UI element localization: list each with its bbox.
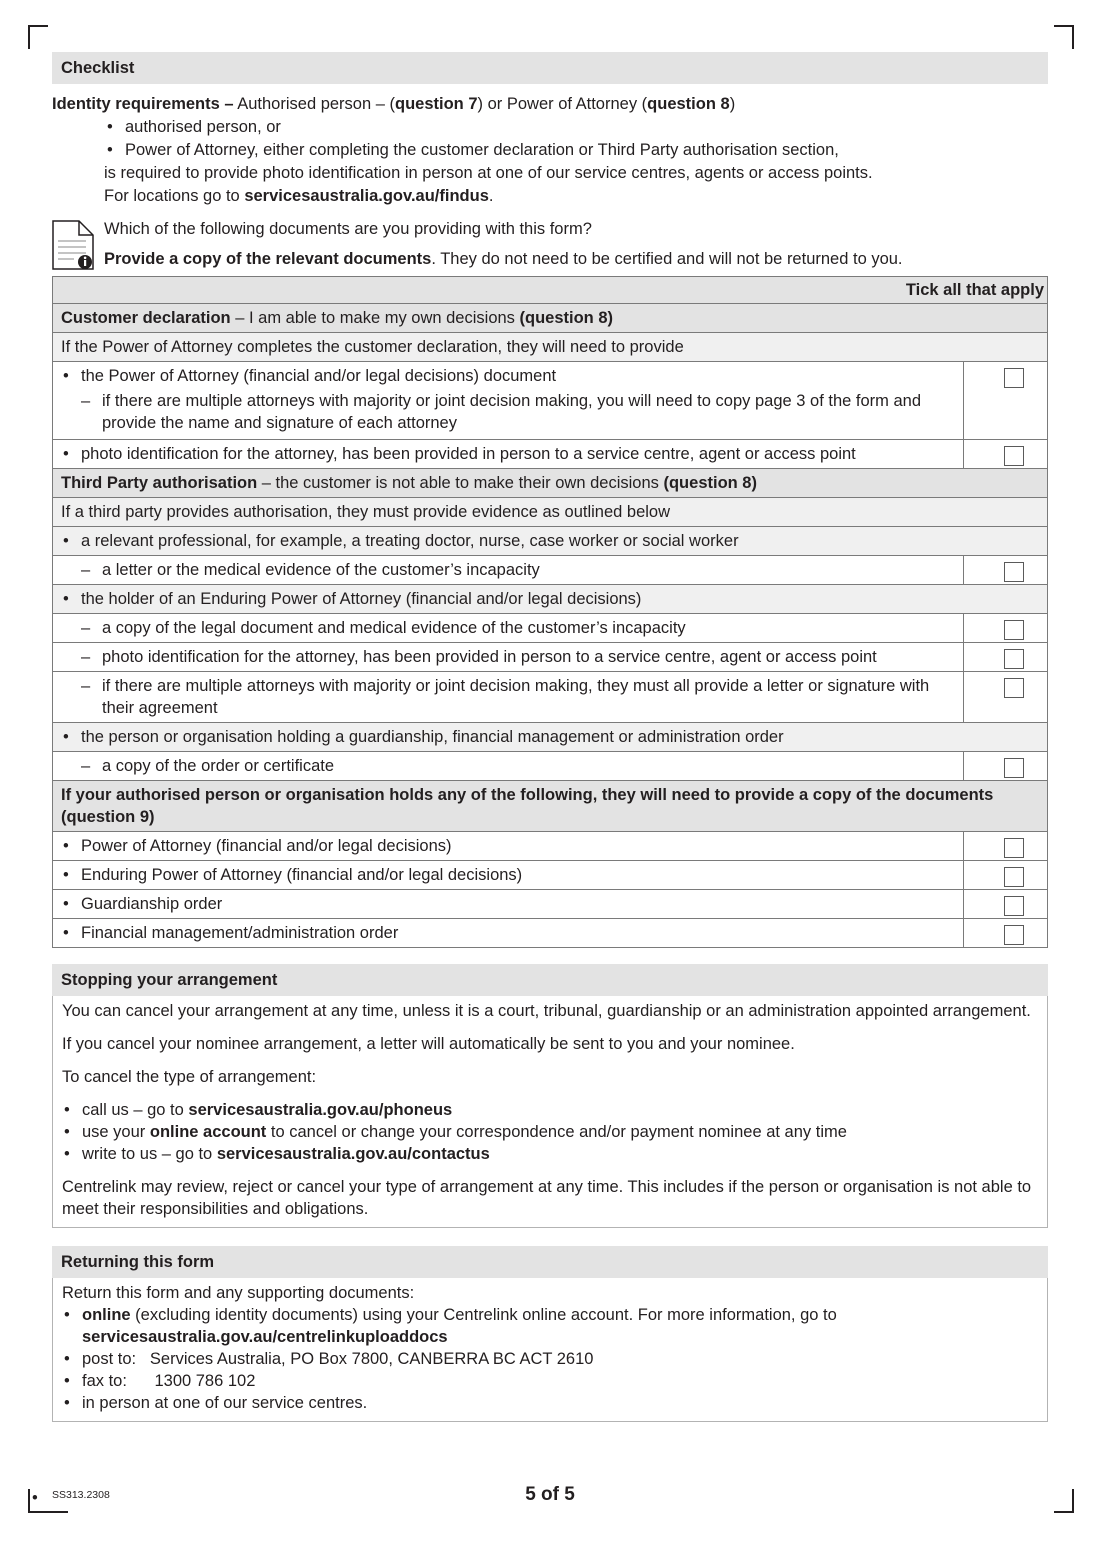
table-cell [53,752,964,781]
page-number: 5 of 5 [525,1484,575,1505]
returning-heading: Returning this form [52,1246,1048,1278]
table-row [53,304,1048,333]
identity-intro: Identity requirements – Authorised person – (question 7) or Power of Attorney (question 8) [52,95,736,113]
contactus-link[interactable]: servicesaustralia.gov.au/contactus [216,1145,490,1163]
document-note [52,218,1048,270]
holding-financial-order-checkbox[interactable] [1004,925,1024,945]
table-row [53,614,1048,643]
table-cell [964,556,1048,585]
table-row [53,890,1048,919]
attorney-photo-id-checkbox[interactable] [1004,446,1024,466]
stopping-section [52,964,1048,1228]
crop-mark-top-right [1054,25,1074,49]
third-party-subheading: If a third party provides authorisation, they must provide evidence as outlined below [53,498,1048,527]
stopping-paragraph: Centrelink may review, reject or cancel your type of arrangement at any time. This includes if the person or organisation is not able to meet their responsibilities and obligations. [62,1178,1032,1218]
list-item: • a relevant professional, for example, a treating doctor, nurse, case worker or social worker [61,530,1039,552]
list-item: – photo identification for the attorney, has been provided in person to a service centre, agent or access point [61,646,955,668]
table-cell [53,861,964,890]
table-cell [53,585,1048,614]
list-item: • write to us – go to servicesaustralia.gov.au/contactus [62,1143,1038,1165]
findus-link[interactable]: servicesaustralia.gov.au/findus [244,187,489,205]
crop-mark-top-left [28,25,48,49]
documents-checklist-table [52,276,1048,948]
poa-document-checkbox[interactable] [1004,368,1024,388]
identity-list [52,116,1048,162]
list-item: • Guardianship order [61,893,955,915]
incapacity-letter-checkbox[interactable] [1004,562,1024,582]
holdings-heading: If your authorised person or organisation holds any of the following, they will need to provide a copy of the documents (question 9) [53,781,1048,832]
list-item: • Enduring Power of Attorney (financial and/or legal decisions) [61,864,955,886]
identity-requirements [52,93,1048,208]
list-item: • Financial management/administration order [61,922,955,944]
list-item: • the holder of an Enduring Power of Attorney (financial and/or legal decisions) [61,588,1039,610]
list-item: • use your online account to cancel or change your correspondence and/or payment nominee at any time [62,1121,1038,1143]
table-row [53,781,1048,832]
table-cell [964,440,1048,469]
returning-body [52,1278,1048,1422]
list-item: • in person at one of our service centres. [62,1392,1038,1414]
table-row [53,498,1048,527]
table-cell [964,614,1048,643]
table-cell [964,919,1048,948]
table-row [53,585,1048,614]
legal-document-checkbox[interactable] [1004,620,1024,640]
online-account-link[interactable]: online account [149,1123,267,1141]
table-cell [53,643,964,672]
list-item: • online (excluding identity documents) using your Centrelink online account. For more information, go to servicesaustralia.gov.au/centrelinkuploaddocs [62,1304,1038,1348]
table-cell [53,362,964,440]
table-cell [53,527,1048,556]
list-item: – if there are multiple attorneys with majority or joint decision making, you will need to copy page 3 of the form and provide the name and signature of each attorney [61,390,955,436]
stopping-paragraph: If you cancel your nominee arrangement, a letter will automatically be sent to you and your nominee. [62,1035,795,1053]
table-row [53,861,1048,890]
table-cell [53,890,964,919]
stopping-paragraph: You can cancel your arrangement at any time, unless it is a court, tribunal, guardianship or an administration appointed arrangement. [62,1002,1031,1020]
returning-intro: Return this form and any supporting documents: [62,1284,415,1302]
table-cell [53,919,964,948]
table-row [53,723,1048,752]
order-certificate-checkbox[interactable] [1004,758,1024,778]
table-cell [53,672,964,723]
list-item: – a copy of the legal document and medical evidence of the customer’s incapacity [61,617,955,639]
table-cell [53,832,964,861]
table-cell [53,556,964,585]
list-item: • the person or organisation holding a guardianship, financial management or administration order [61,726,1039,748]
document-instruction: Provide a copy of the relevant documents. They do not need to be certified and will not be returned to you. [104,250,903,268]
table-row [53,469,1048,498]
table-cell [964,643,1048,672]
table-row [53,277,1048,304]
list-item: • Power of Attorney, either completing the customer declaration or Third Party authorisation section, [104,139,1048,162]
list-item: • the Power of Attorney (financial and/or legal decisions) document [61,365,955,387]
epa-photo-id-checkbox[interactable] [1004,649,1024,669]
table-row [53,556,1048,585]
identity-line: is required to provide photo identification in person at one of our service centres, agents or access points. [104,164,873,182]
identity-locations: For locations go to servicesaustralia.gov.au/findus. [104,187,494,205]
stopping-body [52,996,1048,1228]
table-row [53,362,1048,440]
table-cell [964,362,1048,440]
holding-guardianship-checkbox[interactable] [1004,896,1024,916]
table-cell [964,672,1048,723]
table-row [53,440,1048,469]
stopping-heading: Stopping your arrangement [52,964,1048,996]
document-info-icon [52,220,94,270]
table-cell [964,752,1048,781]
table-row [53,832,1048,861]
table-cell [53,723,1048,752]
list-item: • fax to: 1300 786 102 [62,1370,1038,1392]
list-item: – a letter or the medical evidence of the customer’s incapacity [61,559,955,581]
table-row [53,333,1048,362]
customer-declaration-subheading: If the Power of Attorney completes the customer declaration, they will need to provide [53,333,1048,362]
table-row [53,672,1048,723]
tick-all-header: Tick all that apply [53,277,1048,304]
table-cell [964,832,1048,861]
returning-section [52,1246,1048,1422]
list-item: • post to: Services Australia, PO Box 7800, CANBERRA BC ACT 2610 [62,1348,1038,1370]
list-item: • Power of Attorney (financial and/or legal decisions) [61,835,955,857]
table-cell [53,440,964,469]
list-item: • photo identification for the attorney, has been provided in person to a service centre, agent or access point [61,443,955,465]
list-item: – a copy of the order or certificate [61,755,955,777]
table-cell [964,890,1048,919]
list-item: • authorised person, or [104,116,1048,139]
checklist-heading: Checklist [52,52,1048,84]
return-options-list [62,1304,1038,1414]
document-question: Which of the following documents are you providing with this form? [104,220,592,238]
customer-declaration-heading: Customer declaration – I am able to make my own decisions (question 8) [53,304,1048,333]
upload-docs-link[interactable]: servicesaustralia.gov.au/centrelinkuploaddocs [82,1328,448,1346]
form-content [52,52,1048,1422]
holding-epa-checkbox[interactable] [1004,867,1024,887]
form-code: SS313.2308 [52,1489,110,1501]
table-row [53,752,1048,781]
table-cell [964,861,1048,890]
holding-poa-checkbox[interactable] [1004,838,1024,858]
table-row [53,643,1048,672]
table-row [53,527,1048,556]
table-cell [53,614,964,643]
stopping-paragraph: To cancel the type of arrangement: [62,1068,317,1086]
phoneus-link[interactable]: servicesaustralia.gov.au/phoneus [188,1101,453,1119]
table-row [53,919,1048,948]
third-party-heading: Third Party authorisation – the customer is not able to make their own decisions (question 8) [53,469,1048,498]
list-item: – if there are multiple attorneys with majority or joint decision making, they must all provide a letter or signature with their agreement [61,675,955,719]
cancel-options-list [62,1099,1038,1165]
multiple-attorneys-checkbox[interactable] [1004,678,1024,698]
list-item: • call us – go to servicesaustralia.gov.au/phoneus [62,1099,1038,1121]
